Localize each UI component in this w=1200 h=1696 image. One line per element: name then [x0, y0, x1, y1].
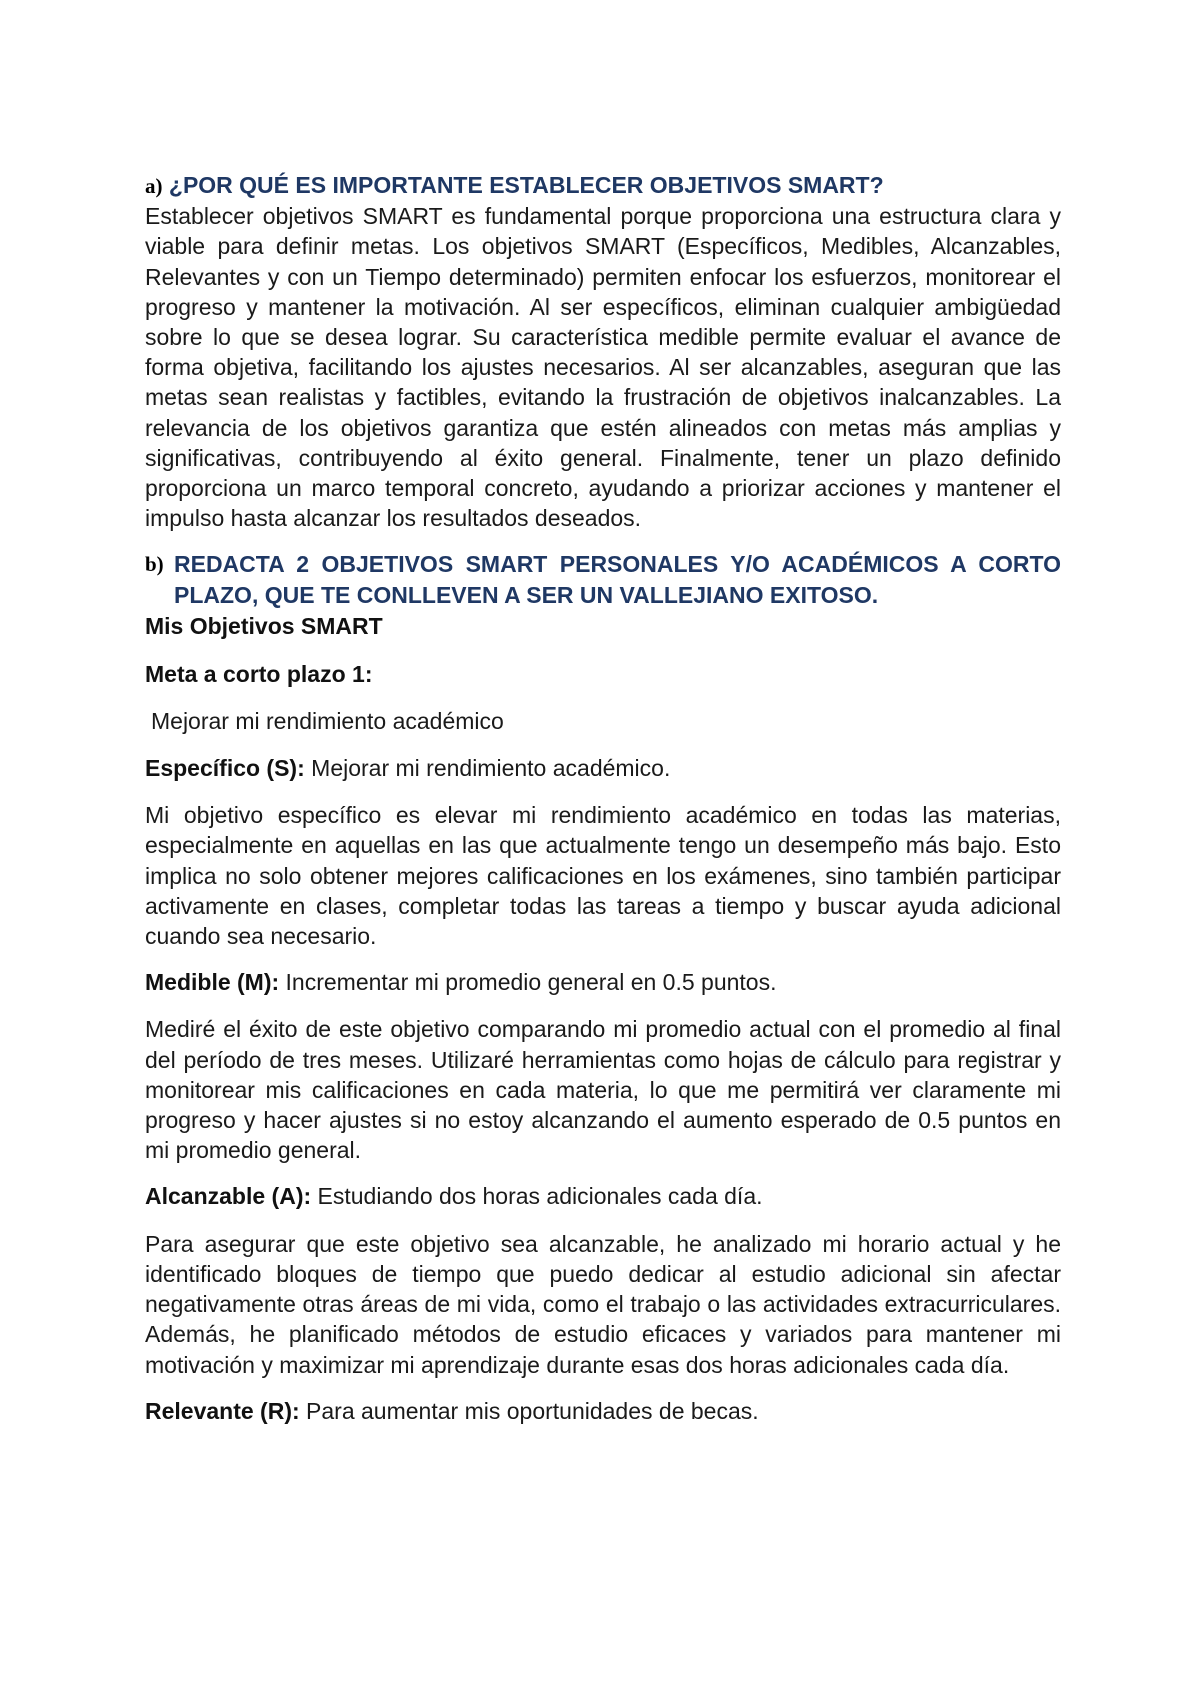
relevant-label: Relevante (R): — [145, 1397, 300, 1424]
measurable-line — [145, 967, 1061, 997]
achievable-label: Alcanzable (A): — [145, 1183, 312, 1210]
section-b-title: REDACTA 2 OBJETIVOS SMART PERSONALES Y/O ACADÉMICOS A CORTO PLAZO, QUE TE CONLLEVEN A SER UN VALLEJIANO EXITOSO. — [174, 551, 1061, 609]
specific-label: Específico (S): — [145, 755, 305, 782]
specific-value: Mejorar mi rendimiento académico. — [304, 755, 671, 782]
relevant-line — [145, 1396, 1061, 1426]
section-a-body: Establecer objetivos SMART es fundamental porque proporciona una estructura clara y viable para definir metas. Los objetivos SMART (Específicos, Medibles, Alcanzables, Relevantes y con un Tiempo determinado) permiten enfocar los esfuerzos, monitorear el progreso y mantener la motivación. Al ser específicos, eliminan cualquier ambigüedad sobre lo que se desea lograr. Su característica medible permite evaluar el avance de forma objetiva, facilitando los ajustes necesarios. Al ser alcanzables, aseguran que las metas sean realistas y factibles, evitando la frustración de objetivos inalcanzables. La relevancia de los objetivos garantiza que estén alineados con metas más amplias y significativas, contribuyendo al éxito general. Finalmente, tener un plazo definido proporciona un marco temporal concreto, ayudando a priorizar acciones y mantener el impulso hasta alcanzar los resultados deseados. — [145, 203, 1061, 532]
achievable-body: Para asegurar que este objetivo sea alcanzable, he analizado mi horario actual y he identificado bloques de tiempo que puedo dedicar al estudio adicional sin afectar negativamente otras áreas de mi vida, como el trabajo o las actividades extracurriculares. Además, he planificado métodos de estudio eficaces y variados para mantener mi motivación y maximizar mi aprendizaje durante esas dos horas adicionales cada día. — [145, 1230, 1061, 1378]
achievable-line — [145, 1181, 1061, 1211]
measurable-value: Incrementar mi promedio general en 0.5 puntos. — [279, 969, 777, 996]
section-a-title: ¿POR QUÉ ES IMPORTANTE ESTABLECER OBJETIVOS SMART? — [168, 172, 884, 198]
specific-line — [145, 753, 1061, 783]
objectives-heading: Mis Objetivos SMART — [145, 613, 383, 640]
document-content — [145, 170, 1061, 1426]
achievable-value: Estudiando dos horas adicionales cada día. — [311, 1183, 763, 1210]
section-a-heading — [145, 170, 1061, 201]
measurable-body: Mediré el éxito de este objetivo comparando mi promedio actual con el promedio al final del período de tres meses. Utilizaré herramientas como hojas de cálculo para registrar y monitorear mis calificaciones en cada materia, lo que me permitirá ver claramente mi progreso y hacer ajustes si no estoy alcanzando el aumento esperado de 0.5 puntos en mi promedio general. — [145, 1016, 1061, 1164]
section-a-marker: a) — [145, 174, 163, 198]
section-b-marker: b) — [145, 552, 164, 577]
relevant-value: Para aumentar mis oportunidades de becas. — [299, 1397, 759, 1424]
specific-body: Mi objetivo específico es elevar mi rendimiento académico en todas las materias, especialmente en aquellas en las que actualmente tengo un desempeño más bajo. Esto implica no solo obtener mejores calificaciones en los exámenes, sino también participar activamente en clases, completar todas las tareas a tiempo y buscar ayuda adicional cuando sea necesario. — [145, 802, 1061, 950]
measurable-label: Medible (M): — [145, 969, 280, 996]
goal-label: Meta a corto plazo 1: — [145, 660, 373, 687]
goal-text: Mejorar mi rendimiento académico — [151, 707, 504, 734]
section-b-heading — [145, 549, 1061, 611]
